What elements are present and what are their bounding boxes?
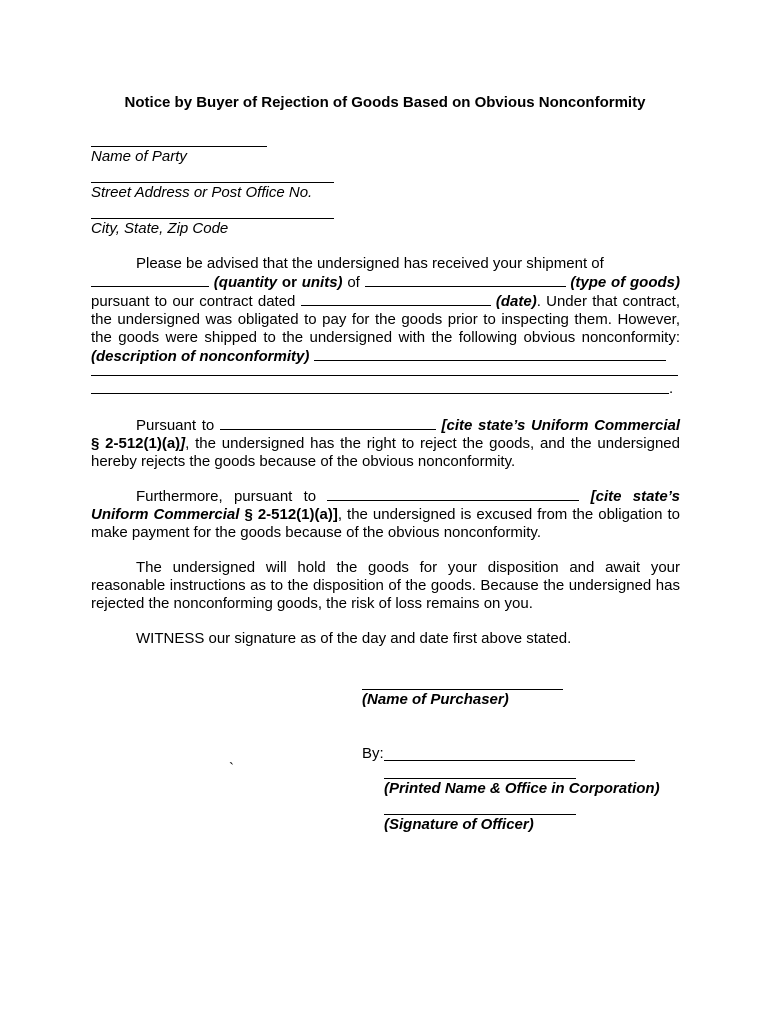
- purchaser-name-label: (Name of Purchaser): [362, 691, 509, 708]
- city-state-zip-label: City, State, Zip Code: [91, 220, 229, 237]
- shipment-intro: Please be advised that the undersigned has received your shipment of: [136, 255, 604, 272]
- officer-signature-label: (Signature of Officer): [384, 816, 534, 833]
- description-line-3: [91, 393, 669, 394]
- type-of-goods-label: (type of goods): [570, 274, 680, 291]
- section-bracket-1: ]: [180, 435, 186, 452]
- contract-dated-text: pursuant to our contract dated: [91, 293, 301, 310]
- by-label: By:: [362, 745, 384, 762]
- date-label: (date): [495, 293, 537, 310]
- type-of-goods-blank: [365, 273, 566, 287]
- description-label: (description of nonconformity): [91, 348, 310, 365]
- cite-statute-label-1: [cite state’s Uniform Commercial: [441, 417, 680, 434]
- pursuant-text: Pursuant to: [136, 417, 220, 434]
- document-title: Notice by Buyer of Rejection of Goods Based on Obvious Nonconformity: [124, 94, 646, 111]
- quantity-label-a: (quantity: [213, 274, 278, 291]
- name-of-party-line: [91, 146, 267, 147]
- description-blank: [314, 347, 666, 361]
- quantity-or: or: [277, 274, 302, 291]
- street-address-label: Street Address or Post Office No.: [91, 184, 313, 201]
- description-line-2: [91, 375, 678, 376]
- quantity-label-b: units): [301, 274, 343, 291]
- contract-obligation-text: . Under that contract, the undersigned was obligated to pay for the goods prior to inspecting them. However, the goods were shipped to the undersigned with the following obvious nonconformity:: [91, 293, 681, 346]
- quantity-blank: [91, 273, 209, 287]
- stray-tick-mark: `: [229, 760, 234, 777]
- officer-signature-line: [384, 814, 576, 815]
- street-address-line: [91, 182, 334, 183]
- shipment-paragraph: [91, 255, 680, 366]
- rejection-paragraph: [91, 416, 680, 471]
- of-word: of: [342, 274, 365, 291]
- witness-paragraph: [91, 630, 680, 648]
- statute-blank-2: [327, 487, 579, 501]
- section-reference-1: § 2-512(1)(a): [91, 435, 181, 452]
- section-reference-2: § 2-512(1)(a)]: [239, 506, 338, 523]
- cite-statute-label-2: [cite state’s Uniform Commercial: [91, 488, 681, 523]
- city-state-zip-line: [91, 218, 334, 219]
- hold-goods-text: The undersigned will hold the goods for your disposition and await your reasonable instructions as to the disposition of the goods. Because the undersigned has rejected the nonconforming goods, the risk of loss remains on you.: [91, 559, 680, 612]
- excused-text: , the undersigned is excused from the obligation to make payment for the goods because of the obvious nonconformity.: [91, 506, 680, 541]
- excused-payment-paragraph: [91, 487, 680, 542]
- by-signature-line: [384, 760, 635, 761]
- furthermore-text: Furthermore, pursuant to: [136, 488, 328, 505]
- name-of-party-label: Name of Party: [91, 148, 187, 165]
- description-period: .: [669, 380, 674, 397]
- witness-text: WITNESS our signature as of the day and date first above stated.: [136, 630, 572, 647]
- contract-date-blank: [301, 292, 491, 306]
- purchaser-name-line: [362, 689, 563, 690]
- printed-name-line: [384, 778, 576, 779]
- rejection-text: , the undersigned has the right to reject the goods, and the undersigned hereby rejects the goods because of the obvious nonconformity.: [91, 435, 680, 470]
- statute-blank-1: [220, 416, 436, 430]
- hold-goods-paragraph: [91, 559, 680, 613]
- printed-name-label: (Printed Name & Office in Corporation): [384, 780, 660, 797]
